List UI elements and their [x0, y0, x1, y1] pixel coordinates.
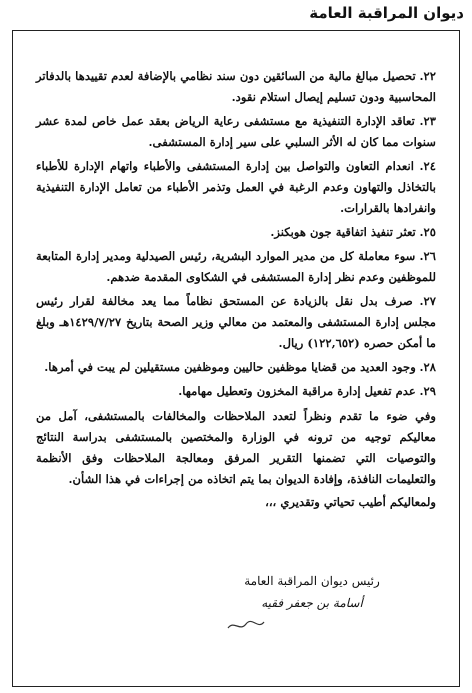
item-number: ٢٧.: [419, 294, 437, 308]
item-number: ٢٨.: [419, 360, 436, 374]
list-item: [36, 357, 436, 378]
letter-body: [36, 66, 436, 513]
signatory-name: أسامة بن جعفر فقيه: [261, 596, 363, 610]
item-text: تعاقد الإدارة التنفيذية مع مستشفى رعاية الرياض بعقد عمل خاص لمدة عشر سنوات مما كان له الأثر السلبي على سير إدارة المستشفى.: [36, 114, 436, 149]
list-item: [36, 291, 436, 354]
item-number: ٢٥.: [419, 225, 436, 239]
closing-greeting: ولمعاليكم أطيب تحياتي وتقديري ،،،: [265, 495, 436, 509]
item-text: وجود العديد من قضايا موظفين حاليين وموظفين مستقيلين لم يبت في أمرها.: [44, 360, 416, 374]
header-title: ديوان المراقبة العامة: [309, 4, 464, 22]
list-item: [36, 66, 436, 108]
list-item: [36, 381, 436, 402]
closing-paragraph: وفي ضوء ما تقدم ونظراً لتعدد الملاحظات والمخالفات بالمستشفى، آمل من معاليكم توجيه من ترونه في الوزارة والمختصين بالمستشفى بدراسة النتائج والتوصيات التي تضمنها التقرير المرفق ومعالجة الملاحظات وفق الأنظمة والتعليمات النافذة، وإفادة الديوان بما يتم اتخاذه من إجراءات في هذا الشأن.: [36, 409, 436, 486]
handwritten-signature-icon: [226, 618, 266, 634]
item-text: تعثر تنفيذ اتفاقية جون هوبكنز.: [270, 225, 416, 239]
item-text: صرف بدل نقل بالزيادة عن المستحق نظاماً مما يعد مخالفة لقرار رئيس مجلس إدارة المستشفى والمعتمد من معالي وزير الصحة بتاريخ ١٤٢٩/٧/٢٧هـ وبلغ ما أمكن حصره (١٢٢,٦٥٢) ريال.: [36, 294, 436, 350]
item-number: ٢٤.: [419, 159, 437, 173]
item-number: ٢٢.: [419, 69, 437, 83]
item-text: انعدام التعاون والتواصل بين إدارة المستشفى والأطباء واتهام الإدارة للأطباء بالتخاذل والتهاون وعدم الرغبة في العمل وتذمر الأطباء من تعامل الإدارة التنفيذية وانفرادها بالقرارات.: [36, 159, 436, 215]
signature-block: [232, 570, 392, 614]
item-text: عدم تفعيل إدارة مراقبة المخزون وتعطيل مهامها.: [178, 384, 416, 398]
list-item: [36, 222, 436, 243]
list-item: [36, 156, 436, 219]
item-text: سوء معاملة كل من مدير الموارد البشرية، رئيس الصيدلية ومدير إدارة المتابعة للموظفين وعدم نظر إدارة المستشفى في الشكاوى المقدمة ضدهم.: [36, 249, 436, 284]
list-item: [36, 246, 436, 288]
item-number: ٢٩.: [419, 384, 436, 398]
item-number: ٢٦.: [419, 249, 437, 263]
item-number: ٢٣.: [419, 114, 436, 128]
item-text: تحصيل مبالغ مالية من السائقين دون سند نظامي بالإضافة لعدم تقييدها بالدفاتر المحاسبية ودون تسليم إيصال استلام نقود.: [36, 69, 436, 104]
signatory-title: رئيس ديوان المراقبة العامة: [244, 574, 380, 588]
list-item: [36, 111, 436, 153]
